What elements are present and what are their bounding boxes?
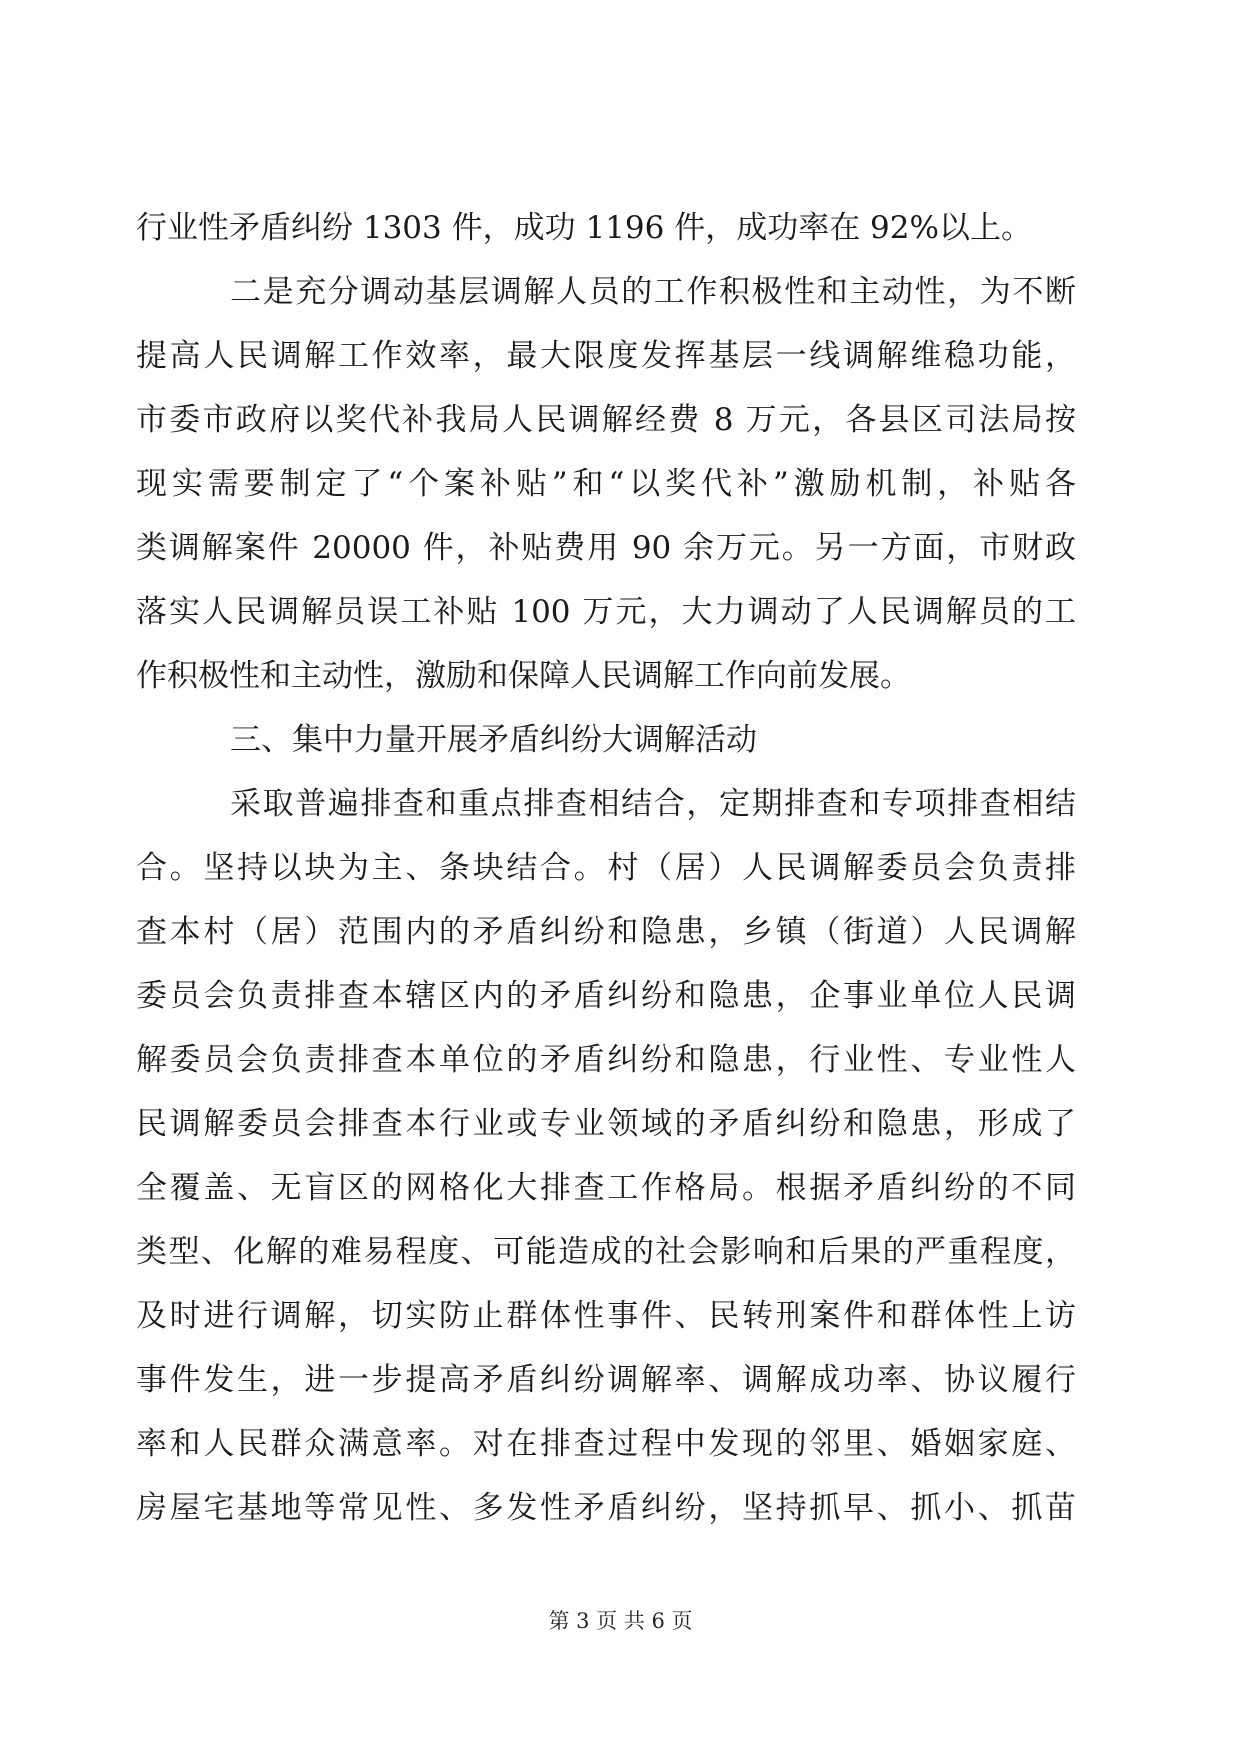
text-line: 及时进行调解，切实防止群体性事件、民转刑案件和群体性上访 bbox=[136, 1298, 1076, 1334]
text-line: 现实需要制定了“个案补贴”和“以奖代补”激励机制，补贴各 bbox=[136, 466, 1076, 502]
text-line: 全覆盖、无盲区的网格化大排查工作格局。根据矛盾纠纷的不同 bbox=[136, 1170, 1076, 1206]
text-line: 民调解委员会排查本行业或专业领域的矛盾纠纷和隐患，形成了 bbox=[136, 1106, 1076, 1142]
text-line: 类调解案件 20000 件，补贴费用 90 余万元。另一方面，市财政 bbox=[136, 530, 1076, 566]
paragraph-start-line: 采取普遍排查和重点排查相结合，定期排查和专项排查相结 bbox=[230, 786, 1076, 822]
section-heading: 三、集中力量开展矛盾纠纷大调解活动 bbox=[230, 722, 757, 758]
text-line: 合。坚持以块为主、条块结合。村（居）人民调解委员会负责排 bbox=[136, 850, 1076, 886]
text-line: 落实人民调解员误工补贴 100 万元，大力调动了人民调解员的工 bbox=[136, 594, 1076, 630]
text-line: 解委员会负责排查本单位的矛盾纠纷和隐患，行业性、专业性人 bbox=[136, 1042, 1076, 1078]
paragraph-start-line: 二是充分调动基层调解人员的工作积极性和主动性，为不断 bbox=[230, 274, 1076, 310]
text-line: 提高人民调解工作效率，最大限度发挥基层一线调解维稳功能， bbox=[136, 338, 1076, 374]
text-line: 市委市政府以奖代补我局人民调解经费 8 万元，各县区司法局按 bbox=[136, 402, 1076, 438]
text-line: 委员会负责排查本辖区内的矛盾纠纷和隐患，企事业单位人民调 bbox=[136, 978, 1076, 1014]
page-number-footer: 第 3 页 共 6 页 bbox=[548, 1609, 693, 1633]
text-line: 类型、化解的难易程度、可能造成的社会影响和后果的严重程度， bbox=[136, 1234, 1076, 1270]
text-line: 事件发生，进一步提高矛盾纠纷调解率、调解成功率、协议履行 bbox=[136, 1362, 1076, 1398]
text-line: 房屋宅基地等常见性、多发性矛盾纠纷，坚持抓早、抓小、抓苗 bbox=[136, 1490, 1076, 1526]
text-line: 查本村（居）范围内的矛盾纠纷和隐患，乡镇（街道）人民调解 bbox=[136, 914, 1076, 950]
document-body bbox=[136, 196, 1076, 1540]
text-line: 作积极性和主动性，激励和保障人民调解工作向前发展。 bbox=[136, 658, 911, 694]
text-line: 率和人民群众满意率。对在排查过程中发现的邻里、婚姻家庭、 bbox=[136, 1426, 1076, 1462]
text-line: 行业性矛盾纠纷 1303 件，成功 1196 件，成功率在 92%以上。 bbox=[136, 210, 1032, 246]
